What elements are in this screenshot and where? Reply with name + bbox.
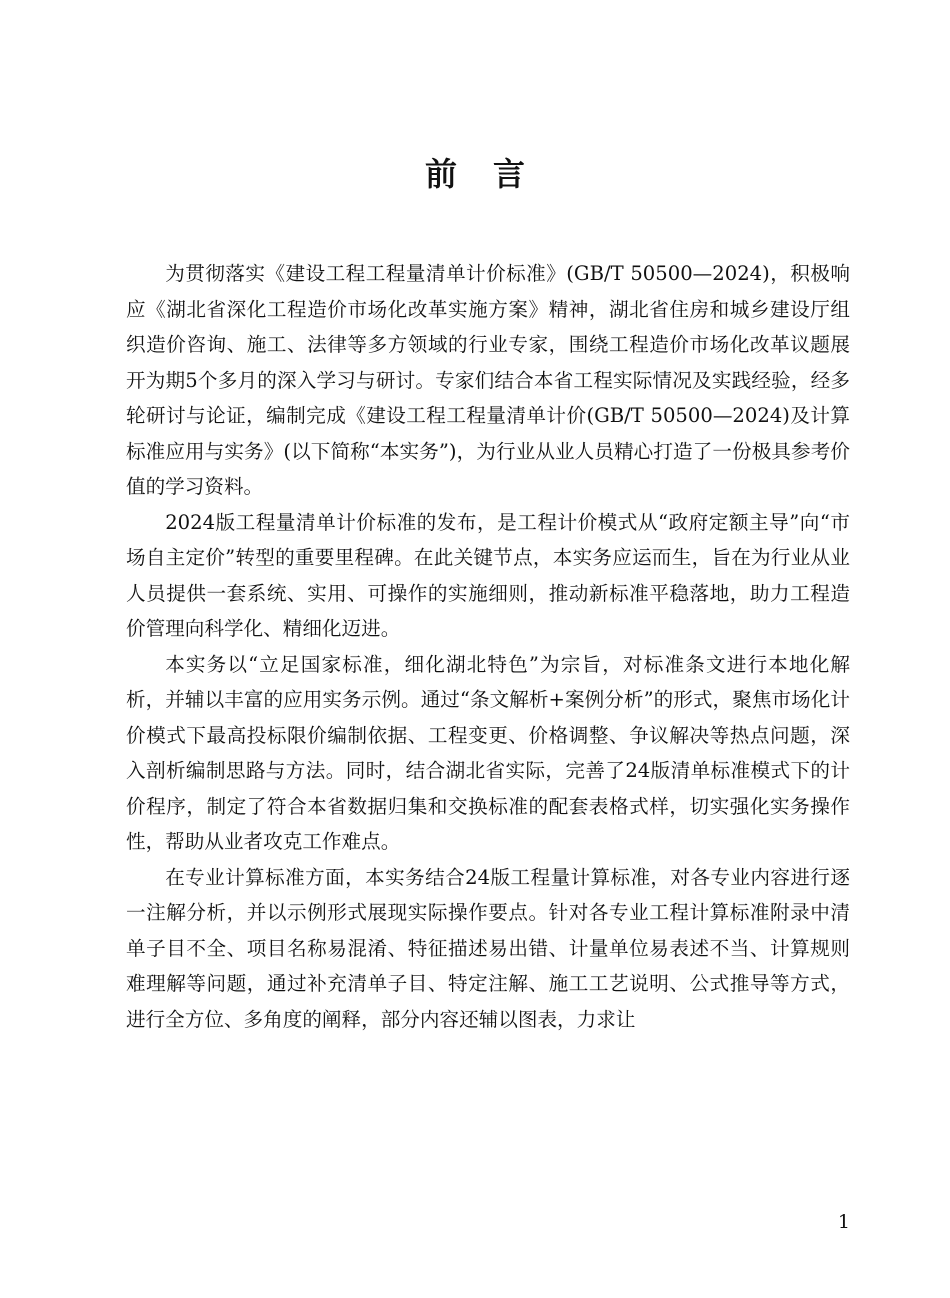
paragraph: 在专业计算标准方面，本实务结合24版工程量计算标准，对各专业内容进行逐一注解分析，并以示例形式展现实际操作要点。针对各专业工程计算标准附录中清单子目不全、项目名称易混淆、特征描述易出错、计量单位易表述不当、计算规则难理解等问题，通过补充清单子目、特定注解、施工工艺说明、公式推导等方式，进行全方位、多角度的阐释，部分内容还辅以图表，力求让 [126,865,850,1031]
paragraph: 本实务以“立足国家标准，细化湖北特色”为宗旨，对标准条文进行本地化解析，并辅以丰富的应用实务示例。通过“条文解析+案例分析”的形式，聚焦市场化计价模式下最高投标限价编制依据、工程变更、价格调整、争议解决等热点问题，深入剖析编制思路与方法。同时，结合湖北省实际，完善了24版清单标准模式下的计价程序，制定了符合本省数据归集和交换标准的配套表格式样，切实强化实务操作性，帮助从业者攻克工作难点。 [126,652,850,853]
page-title: 前言 [424,155,561,193]
page-number: 1 [837,1211,850,1233]
preface-body [126,256,850,1037]
paragraph: 2024版工程量清单计价标准的发布，是工程计价模式从“政府定额主导”向“市场自主定价”转型的重要里程碑。在此关键节点，本实务应运而生，旨在为行业从业人员提供一套系统、实用、可操作的实施细则，推动新标准平稳落地，助力工程造价管理向科学化、精细化迈进。 [126,510,850,640]
paragraph: 为贯彻落实《建设工程工程量清单计价标准》(GB/T 50500—2024)，积极响应《湖北省深化工程造价市场化改革实施方案》精神，湖北省住房和城乡建设厅组织造价咨询、施工、法律等多方领域的行业专家，围绕工程造价市场化改革议题展开为期5个多月的深入学习与研讨。专家们结合本省工程实际情况及实践经验，经多轮研讨与论证，编制完成《建设工程工程量清单计价(GB/T 50500—2024)及计算标准应用与实务》(以下简称“本实务”)，为行业从业人员精心打造了一份极具参考价值的学习资料。 [126,262,850,498]
